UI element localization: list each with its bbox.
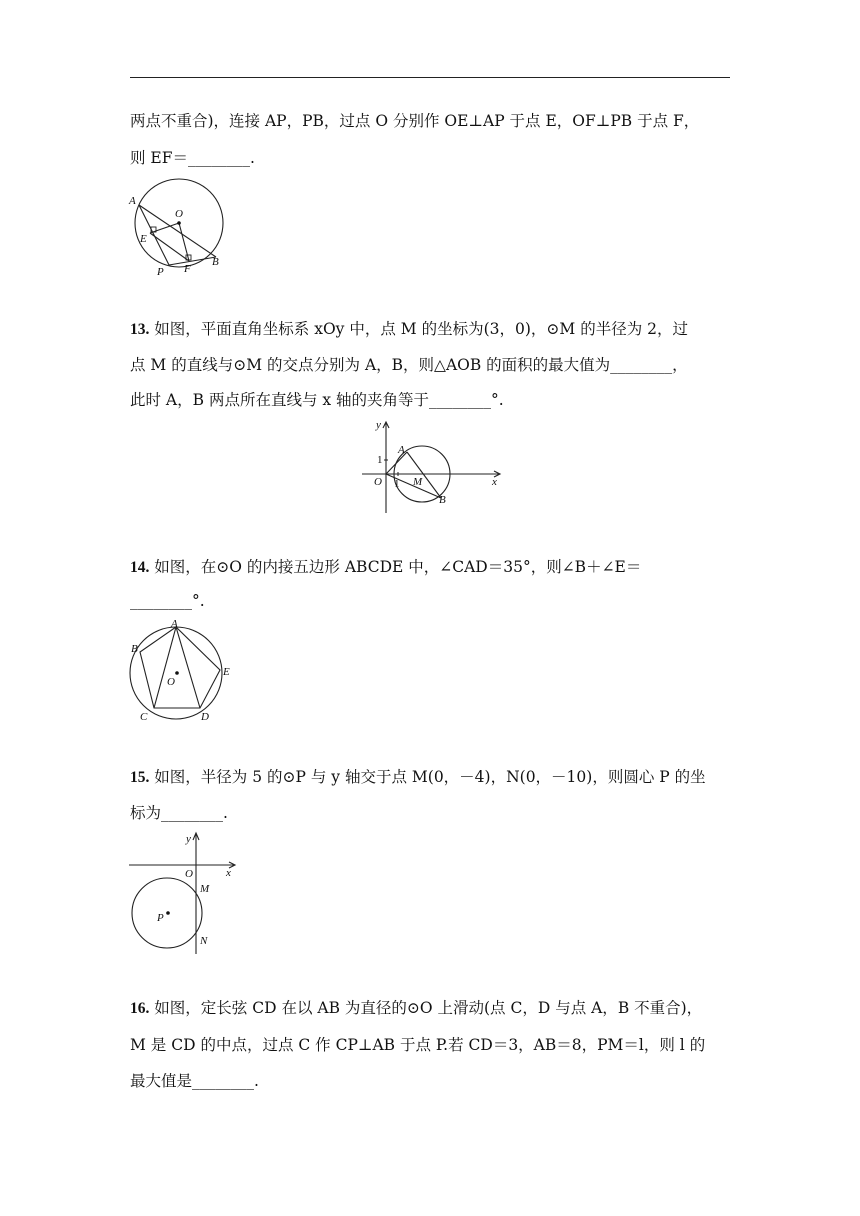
q14-label-b: B (131, 643, 138, 655)
q12-label-a: A (129, 195, 136, 207)
q13-label-y: y (376, 419, 381, 431)
q16-line1-text: 如图，定长弦 CD 在以 AB 为直径的⊙O 上滑动(点 C，D 与点 A，B 不重合)， (149, 999, 703, 1017)
q12-label-p: P (157, 266, 164, 278)
q15-line1 (130, 759, 730, 796)
q14-label-c: C (140, 711, 148, 723)
q16-line3: 最大值是________. (130, 1072, 259, 1090)
q15-line2: 标为________. (130, 804, 228, 822)
q14-line1-text: 如图，在⊙O 的内接五边形 ABCDE 中，∠CAD＝35°，则∠B＋∠E＝ (149, 558, 642, 576)
q12-chord-pb (169, 257, 216, 265)
q13-label-a: A (398, 444, 405, 456)
q14-label-a: A (171, 618, 178, 630)
q15-label-y: y (186, 833, 191, 845)
header-rule (130, 77, 730, 78)
q13-figure-svg (358, 417, 508, 519)
q15-figure (125, 828, 245, 958)
q16-number: 16. (130, 1000, 150, 1017)
q13-line1 (130, 311, 730, 348)
q12-label-f: F (184, 263, 191, 275)
q16-line2: M 是 CD 的中点，过点 C 作 CP⊥AB 于点 P.若 CD＝3，AB＝8，PM＝l，则 l 的 (130, 1036, 706, 1054)
q13-line3: 此时 A，B 两点所在直线与 x 轴的夹角等于________°. (130, 391, 504, 409)
q15-label-n: N (200, 935, 208, 947)
q16-line1 (130, 990, 730, 1027)
q13-label-o: O (374, 476, 382, 488)
q15-line1-text: 如图，半径为 5 的⊙P 与 y 轴交于点 M(0，－4)，N(0，－10)，则圆心 P 的坐 (149, 768, 706, 786)
q15-center-dot (166, 911, 170, 915)
q12-figure-svg (120, 175, 230, 280)
q13-label-b: B (439, 494, 446, 506)
q12-segment-oe (150, 223, 179, 233)
q14-line2: ________°. (130, 592, 205, 610)
q14-figure (122, 618, 242, 728)
q12-label-o: O (175, 208, 183, 220)
q15-label-x: x (226, 867, 231, 879)
q13-line2: 点 M 的直线与⊙M 的交点分别为 A，B，则△AOB 的面积的最大值为________， (130, 356, 688, 374)
q14-line1 (130, 549, 730, 586)
q13-label-one-y: 1 (377, 454, 383, 466)
q12-center-dot (177, 221, 181, 225)
q12-line1: 两点不重合)，连接 AP，PB，过点 O 分别作 OE⊥AP 于点 E，OF⊥PB 于点 F， (130, 112, 700, 130)
q13-number: 13. (130, 321, 150, 338)
q15-label-o: O (185, 868, 193, 880)
q13-figure (358, 417, 508, 519)
q15-number: 15. (130, 769, 150, 786)
q15-figure-svg (125, 828, 245, 958)
q15-label-m: M (200, 883, 210, 895)
q13-line1-text: 如图，平面直角坐标系 xOy 中，点 M 的坐标为(3，0)，⊙M 的半径为 2，过 (149, 320, 688, 338)
q14-diagonal-ac (154, 627, 176, 708)
q14-label-o: O (167, 676, 175, 688)
q15-label-p: P (157, 912, 164, 924)
q14-number: 14. (130, 559, 150, 576)
q13-label-x: x (492, 476, 497, 488)
q14-label-d: D (201, 711, 209, 723)
q13-label-one-x: 1 (394, 478, 400, 490)
q12-figure (120, 175, 230, 280)
q12-line2: 则 EF＝________. (130, 149, 255, 167)
q14-figure-svg (122, 618, 242, 728)
q12-label-b: B (212, 256, 219, 268)
q14-label-e: E (223, 666, 230, 678)
q13-label-m: M (413, 476, 423, 488)
q14-center-dot (175, 671, 179, 675)
q12-label-e: E (140, 233, 147, 245)
